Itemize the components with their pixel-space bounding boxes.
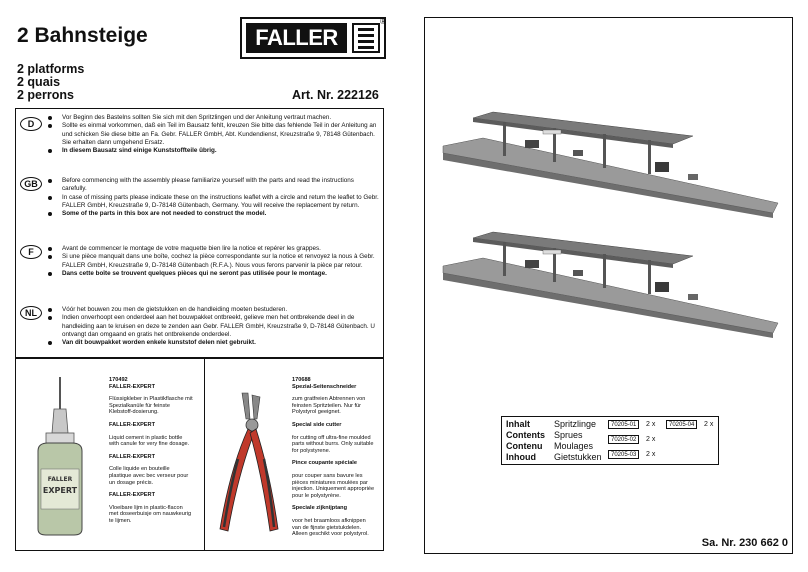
contents-value-de: Spritzlinge (554, 419, 597, 429)
part-code: 70205-02 (608, 435, 639, 444)
accessories-box (15, 358, 384, 551)
part-qty: 2 x (704, 421, 714, 428)
lang-badge-fr: F (20, 245, 42, 259)
part-code: 70205-01 (608, 420, 639, 429)
list-item: In case of missing parts please indicate these on the instructions leaflet with a circle and return the leaflet to Gebr. FALLER GmbH, Kreuzstraße 9, D-78148 Gütenbach, Germany. You will receive the replacement by return. (62, 194, 380, 211)
contents-value-en: Sprues (554, 430, 583, 440)
article-number: Art. Nr. 222126 (292, 88, 379, 102)
contents-label-en: Contents (506, 430, 545, 440)
part-qty: 2 x (646, 436, 656, 443)
bottle-label: EXPERT (42, 486, 78, 495)
cutter-description: 170688 Spezial-Seitenschneider zum gratfreien Abtrennen von feinsten Spritzteilen. Nur für Polystyrol geeignet. Special side cutter for cutting off ultra-fine moulded parts without burrs. Only suitable for polystyrene. Pince coupante spéciale pour couper sans bavure les pièces miniatures moulées par injection. Uniquement appropriée pour le polystyrène. Speciale zijknijptang voor het braamloos afknippen van de fijnste gietstukdelen. Alleen geschikt voor polystyrol. (292, 377, 375, 538)
list-item: Dans cette boîte se trouvent quelques pièces qui ne seront pas utilisée pour le montage. (62, 270, 380, 278)
lang-section-fr (62, 245, 380, 278)
lang-section-nl (62, 306, 380, 347)
lang-badge-nl: NL (20, 306, 42, 320)
logo-mark-icon (352, 23, 380, 53)
part-code: 70205-03 (608, 450, 639, 459)
svg-text:FALLER: FALLER (47, 476, 73, 483)
side-cutter-icon (212, 389, 288, 539)
lang-badge-gb: GB (20, 177, 42, 191)
contents-label-nl: Inhoud (506, 452, 536, 462)
divider (204, 359, 205, 550)
right-page (424, 17, 793, 554)
subtitle-nl: 2 perrons (17, 88, 74, 102)
lang-section-de (62, 114, 380, 155)
page-title: 2 Bahnsteige (17, 24, 148, 47)
contents-value-nl: Gietstukken (554, 452, 602, 462)
list-item: Avant de commencer le montage de votre maquette bien lire la notice et repérer les grappes. (62, 245, 380, 253)
list-item: Van dit bouwpakket worden enkele kunststof delen niet gebruikt. (62, 339, 380, 347)
list-item: Sollte es einmal vorkommen, daß ein Teil im Bausatz fehlt, kreuzen Sie bitte das fehlende Teil in der Anleitung an und schicken Sie diese bitte an Fa. Gebr. FALLER GmbH, Abt. Kundendienst, Kreuzstraße 9, 78148 Gütenbach. Sie erhalten dann umgehend Ersatz. (62, 122, 380, 147)
part-qty: 2 x (646, 421, 656, 428)
list-item: Vor Beginn des Bastelns sollten Sie sich mit den Spritzlingen und der Anleitung vertraut machen. (62, 114, 380, 122)
lang-section-gb (62, 177, 380, 218)
list-item: Si une pièce manquait dans une boîte, cochez la pièce correspondante sur la notice et renvoyez la nous à Gebr. FALLER GmbH, Kreuzstraße 9, D-78148 Gütenbach (R.F.A.). Nous vous ferons parvenir la pièce par retour. (62, 253, 380, 270)
subtitle-en: 2 platforms (17, 62, 85, 76)
platform-illustration-2 (433, 228, 788, 338)
part-code: 70205-04 (666, 420, 697, 429)
part-qty: 2 x (646, 451, 656, 458)
contents-label-fr: Contenu (506, 441, 543, 451)
list-item: Some of the parts in this box are not needed to construct the model. (62, 210, 380, 218)
platform-illustration-1 (433, 108, 788, 218)
subtitle-fr: 2 quais (17, 75, 61, 89)
list-item: Vóór het bouwen zou men de gietstukken en de handleiding moeten bestuderen. (62, 306, 380, 314)
contents-value-fr: Moulages (554, 441, 594, 451)
sa-number: Sa. Nr. 230 662 0 (701, 537, 788, 549)
list-item: Indien onverhoopt een onderdeel aan het bouwpakket ontbreekt, gelieve men het ontbrekende deel in de handleiding aan te kruisen en deze te zenden aan Gebr. FALLER GmbH, Kreuzstraße 9, D-78148 Gütenbach. U ontvangt dan omgaand en gratis het ontbrekende onderdeel. (62, 314, 380, 339)
registered-mark: ® (380, 17, 386, 26)
glue-description: 170492 FALLER-EXPERT Flüssigkleber in Plastikflasche mit Spezialkanüle für feinste Klebstoff-dosierung. FALLER-EXPERT Liquid cement in plastic bottle with canule for very fine dosage. FALLER-EXPERT Colle liquide en bouteille plastique avec bec verseur pour un dosage précis. FALLER-EXPERT Vloeibare lijm in plastic-flacon met doseerbuisje om nauwkeurig te lijmen. (109, 377, 193, 524)
faller-logo (240, 17, 386, 59)
contents-table (501, 416, 719, 465)
list-item: Before commencing with the assembly please familiarize yourself with the parts and read the instructions carefully. (62, 177, 380, 194)
glue-bottle-icon (30, 377, 90, 537)
list-item: In diesem Bausatz sind einige Kunststoffteile übrig. (62, 147, 380, 155)
logo-text: FALLER (246, 23, 347, 53)
lang-badge-de: D (20, 117, 42, 131)
contents-label-de: Inhalt (506, 419, 530, 429)
instructions-box (15, 108, 384, 358)
